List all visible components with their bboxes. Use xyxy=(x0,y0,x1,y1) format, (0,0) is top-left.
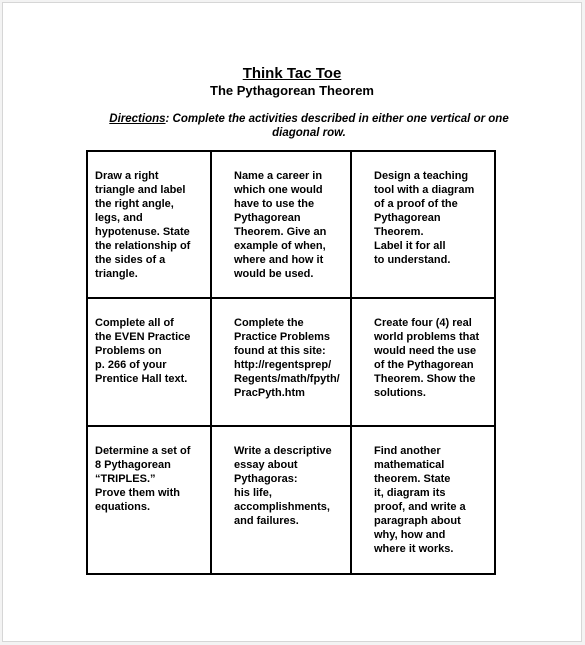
directions-text: : Complete the activities described in either one vertical or one diagonal row. xyxy=(165,113,509,139)
document-page xyxy=(2,2,582,642)
grid-cell-1-2 xyxy=(211,151,351,298)
grid-row-1 xyxy=(87,151,495,298)
cell-text: Determine a set of 8 Pythagorean “TRIPLES.” Prove them with equations. xyxy=(95,445,191,513)
cell-text: Design a teaching tool with a diagram of a proof of the Pythagorean Theorem. Label it for all to understand. xyxy=(374,170,475,266)
directions-label: Directions xyxy=(109,113,166,125)
grid-cell-1-1 xyxy=(87,151,211,298)
cell-text: Complete the Practice Problems found at this site: http://regentsprep/ Regents/math/fpyth/ PracPyth.htm xyxy=(234,317,340,399)
grid-cell-3-3 xyxy=(351,426,495,574)
grid-cell-2-1 xyxy=(87,298,211,426)
grid-row-3 xyxy=(87,426,495,574)
grid-cell-3-1 xyxy=(87,426,211,574)
cell-text: Write a descriptive essay about Pythagoras: his life, accomplishments, and failures. xyxy=(234,445,332,527)
grid-cell-3-2 xyxy=(211,426,351,574)
cell-text: Create four (4) real world problems that would need the use of the Pythagorean Theorem. Show the solutions. xyxy=(374,317,480,399)
cell-text: Draw a right triangle and label the right angle, legs, and hypotenuse. State the relationship of the sides of a triangle. xyxy=(95,170,191,280)
grid-cell-2-2 xyxy=(211,298,351,426)
page-title: Think Tac Toe xyxy=(242,65,342,82)
grid-cell-1-3 xyxy=(351,151,495,298)
grid-cell-2-3 xyxy=(351,298,495,426)
think-tac-toe-grid xyxy=(86,150,496,575)
cell-text: Name a career in which one would have to use the Pythagorean Theorem. Give an example of when, where and how it would be used. xyxy=(234,170,327,280)
grid-row-2 xyxy=(87,298,495,426)
directions xyxy=(106,112,512,140)
cell-text: Find another mathematical theorem. State it, diagram its proof, and write a paragraph about why, how and where it works. xyxy=(374,445,466,555)
cell-text: Complete all of the EVEN Practice Problems on p. 266 of your Prentice Hall text. xyxy=(95,317,191,385)
page-subtitle: The Pythagorean Theorem xyxy=(210,83,374,98)
